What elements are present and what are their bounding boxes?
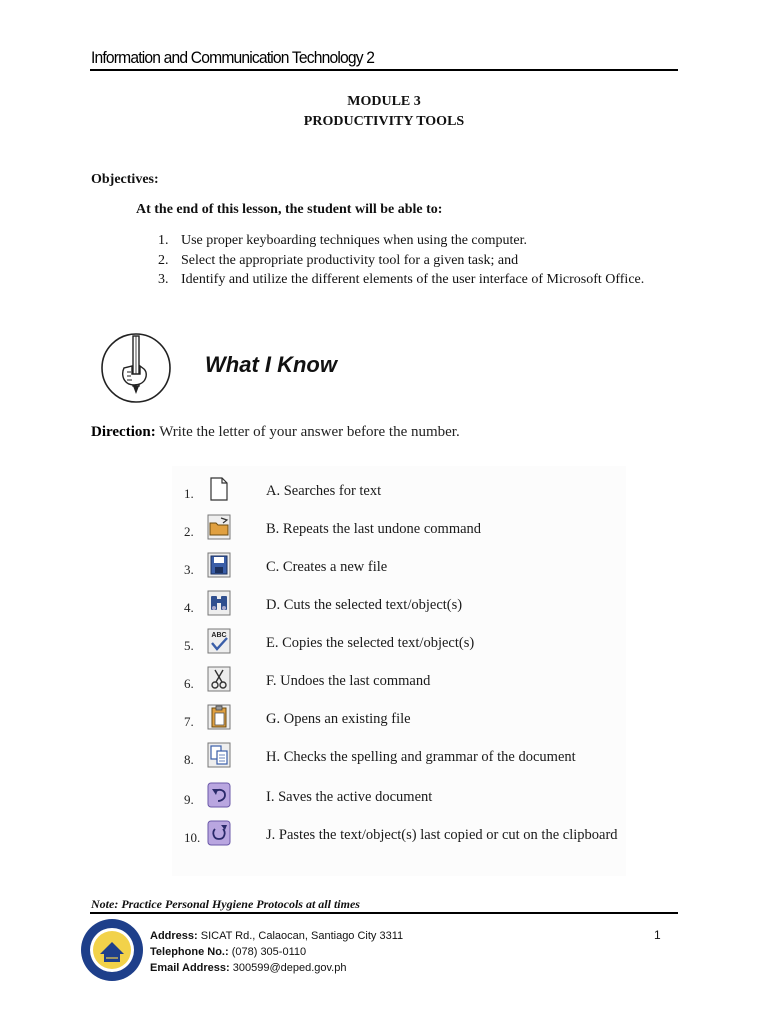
objective-number: 3. xyxy=(158,272,169,287)
undo-icon xyxy=(207,782,231,808)
quiz-row xyxy=(172,782,626,812)
quiz-answer: H. Checks the spelling and grammar of the document xyxy=(266,749,576,765)
address-label: Address: xyxy=(150,930,198,942)
quiz-number: 9. xyxy=(184,792,194,807)
open-folder-icon xyxy=(207,514,231,540)
header-divider xyxy=(90,69,678,71)
quiz-row xyxy=(172,628,626,658)
school-contact xyxy=(150,928,403,976)
footer-divider xyxy=(90,912,678,914)
quiz-number: 7. xyxy=(184,714,194,729)
quiz-row xyxy=(172,704,626,734)
new-file-icon xyxy=(207,476,231,502)
direction-text: Write the letter of your answer before the number. xyxy=(159,424,460,440)
email-line xyxy=(150,960,403,976)
quiz-answer: J. Pastes the text/object(s) last copied or cut on the clipboard xyxy=(266,827,618,843)
objective-item xyxy=(158,231,658,251)
scissors-cut-icon xyxy=(207,666,231,692)
quiz-row xyxy=(172,742,626,772)
quiz-answer: G. Opens an existing file xyxy=(266,711,411,727)
objective-text: Use proper keyboarding techniques when using the computer. xyxy=(181,233,528,248)
quiz-number: 5. xyxy=(184,638,194,653)
save-disk-icon xyxy=(207,552,231,578)
footer-note: Note: Practice Personal Hygiene Protocols at all times xyxy=(91,897,360,911)
matching-quiz xyxy=(172,466,626,876)
quiz-answer: A. Searches for text xyxy=(266,483,382,499)
quiz-row xyxy=(172,820,626,850)
phone-label: Telephone No.: xyxy=(150,946,229,958)
quiz-number: 2. xyxy=(184,524,194,539)
address-line xyxy=(150,928,403,944)
clipboard-paste-icon xyxy=(207,704,231,730)
objectives-heading: Objectives: xyxy=(91,172,159,187)
document-header-title: Information and Communication Technology 2 xyxy=(91,48,375,67)
quiz-number: 10. xyxy=(184,830,201,845)
school-seal-icon xyxy=(80,918,144,982)
quiz-answer: E. Copies the selected text/object(s) xyxy=(266,635,475,651)
quiz-answer: I. Saves the active document xyxy=(266,789,433,805)
objective-number: 2. xyxy=(158,252,169,268)
email-value: 300599@deped.gov.ph xyxy=(232,962,347,974)
page-number: 1 xyxy=(654,928,661,942)
module-subtitle: PRODUCTIVITY TOOLS xyxy=(303,114,465,129)
objective-text: Identify and utilize the different elements of the user interface of Microsoft Office. xyxy=(181,272,645,287)
spelling-check-icon xyxy=(207,628,231,654)
phone-line xyxy=(150,944,403,960)
section-title: What I Know xyxy=(205,352,337,377)
quiz-number: 3. xyxy=(184,562,194,577)
quiz-answer: D. Cuts the selected text/object(s) xyxy=(266,597,463,613)
objective-item xyxy=(158,251,658,271)
quiz-number: 4. xyxy=(184,600,194,615)
quiz-answer: F. Undoes the last command xyxy=(266,673,431,689)
objective-number: 1. xyxy=(158,233,169,248)
quiz-row xyxy=(172,476,626,506)
pencil-hand-icon xyxy=(100,332,172,404)
address-value: SICAT Rd., Calaocan, Santiago City 3311 xyxy=(200,930,404,942)
quiz-answer: B. Repeats the last undone command xyxy=(266,521,482,537)
quiz-number: 8. xyxy=(184,752,194,767)
quiz-row xyxy=(172,514,626,544)
objective-item xyxy=(158,270,658,290)
quiz-answer: C. Creates a new file xyxy=(266,559,388,575)
quiz-row xyxy=(172,552,626,582)
quiz-row xyxy=(172,590,626,620)
direction-label: Direction: xyxy=(91,424,156,440)
svg-text:ABC: ABC xyxy=(211,632,227,639)
module-title: MODULE 3 xyxy=(347,94,421,109)
objective-text: Select the appropriate productivity tool for a given task; and xyxy=(181,252,519,268)
copy-icon xyxy=(207,742,231,768)
direction-line xyxy=(91,424,460,441)
objectives-list xyxy=(158,231,658,290)
quiz-number: 6. xyxy=(184,676,194,691)
phone-value: (078) 305-0110 xyxy=(231,946,307,958)
redo-icon xyxy=(207,820,231,846)
quiz-number: 1. xyxy=(184,486,194,501)
quiz-row xyxy=(172,666,626,696)
binoculars-find-icon xyxy=(207,590,231,616)
objectives-lead: At the end of this lesson, the student will be able to: xyxy=(136,202,443,217)
email-label: Email Address: xyxy=(150,962,230,974)
